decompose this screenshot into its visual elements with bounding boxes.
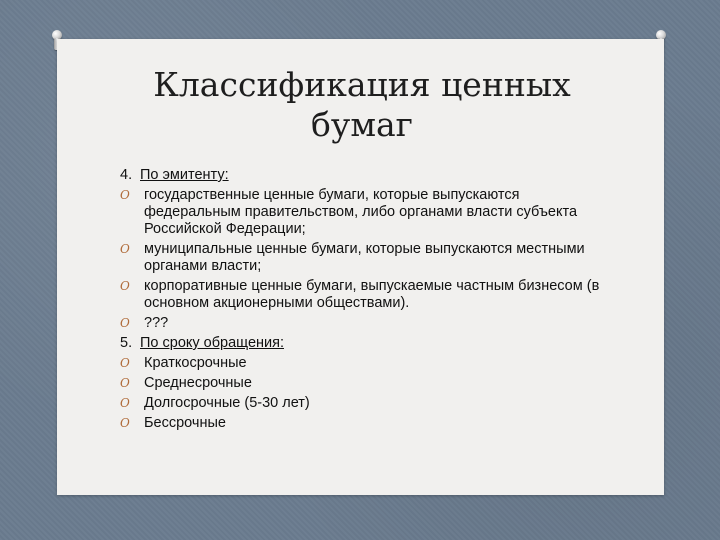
slide-title — [102, 65, 622, 145]
bullet-icon: O — [120, 396, 130, 410]
bullet-icon: O — [120, 316, 130, 330]
section-number: 5. — [120, 335, 133, 351]
list-item-text: Бессрочные — [144, 415, 226, 431]
slide-content — [120, 167, 620, 435]
list-item-text: государственные ценные бумаги, которые выпускаются федеральным правительством, либо органами власти субъекта Российской Федерации; — [144, 187, 578, 237]
list-item — [120, 375, 620, 392]
list-item-text: ??? — [144, 315, 169, 331]
list-item — [120, 315, 620, 332]
list-item-text: Краткосрочные — [144, 355, 247, 371]
bullet-icon: O — [120, 279, 130, 293]
list-item — [120, 241, 620, 275]
section-by-issuer — [120, 167, 620, 184]
bullet-icon: O — [120, 376, 130, 390]
list-item-text: Среднесрочные — [144, 375, 252, 391]
section-by-term — [120, 335, 620, 352]
list-item — [120, 187, 620, 238]
list-item — [120, 355, 620, 372]
bullet-icon: O — [120, 188, 130, 202]
bullet-icon: O — [120, 416, 130, 430]
list-item — [120, 415, 620, 432]
list-item — [120, 395, 620, 412]
list-item-text: муниципальные ценные бумаги, которые выпускаются местными органами власти; — [144, 241, 585, 274]
list-item-text: корпоративные ценные бумаги, выпускаемые частным бизнесом (в основном акционерными обществами). — [144, 278, 600, 311]
slide-title-line-1: Классификация ценных — [153, 65, 571, 104]
bullet-icon: O — [120, 242, 130, 256]
section-number: 4. — [120, 167, 133, 183]
list-item — [120, 278, 620, 312]
slide-title-line-2: бумаг — [311, 105, 413, 144]
section-label: По сроку обращения: — [140, 335, 284, 351]
list-item-text: Долгосрочные (5-30 лет) — [144, 395, 310, 411]
section-label: По эмитенту: — [140, 167, 229, 183]
bullet-icon: O — [120, 356, 130, 370]
